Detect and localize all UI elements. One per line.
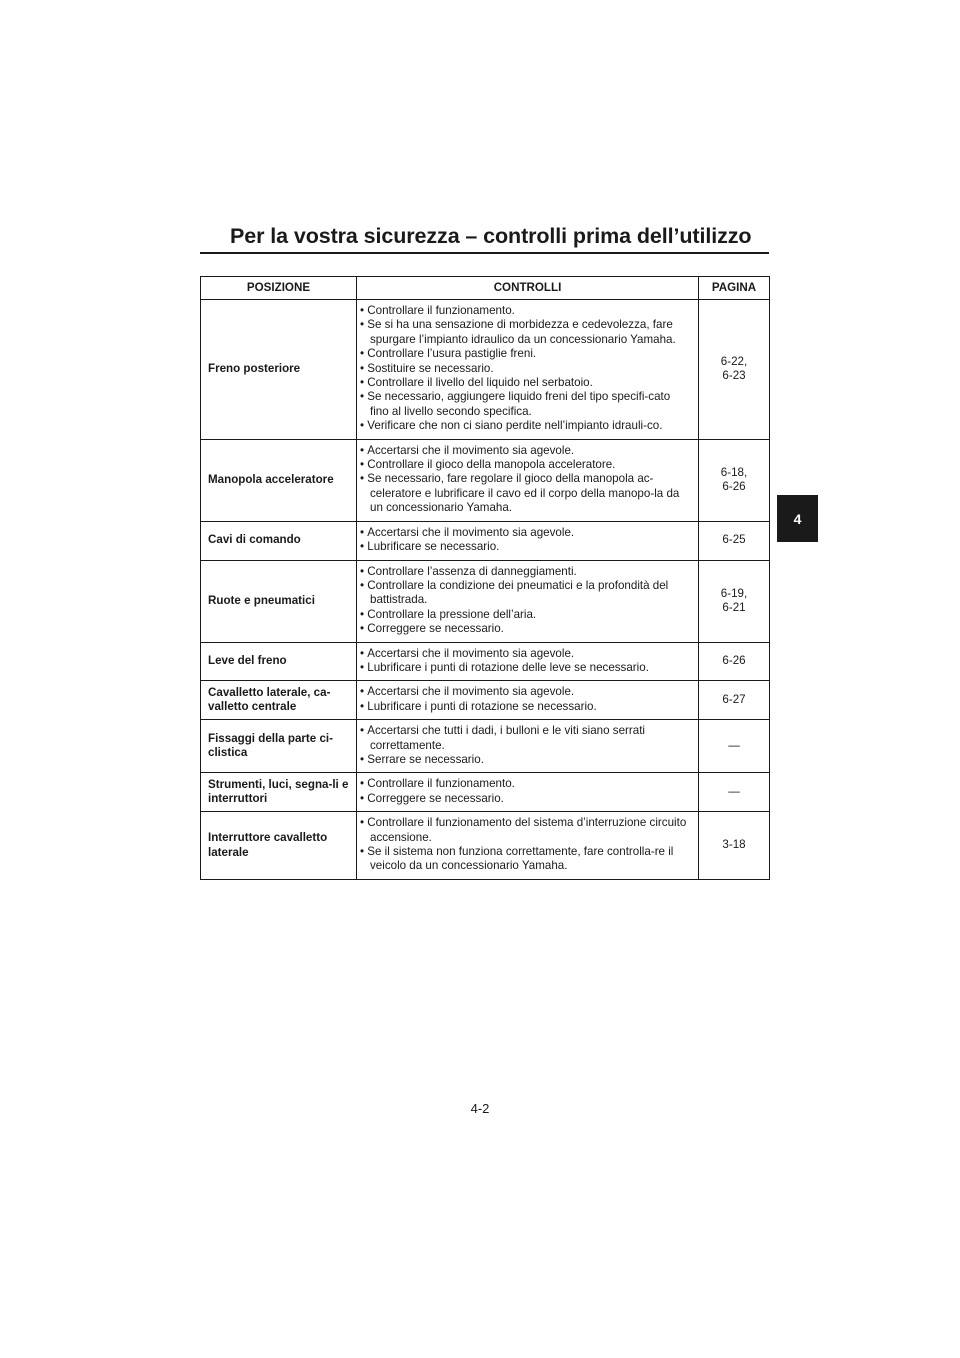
cell-checks (357, 300, 699, 440)
page-number: 4-2 (470, 1101, 490, 1116)
check-item: • Accertarsi che il movimento sia agevole. (360, 647, 692, 661)
table-row (201, 720, 770, 773)
check-item: • Controllare il funzionamento del sistema d’interruzione circuito accensione. (360, 816, 692, 845)
table-row (201, 560, 770, 642)
check-item: • Sostituire se necessario. (360, 362, 692, 376)
cell-checks (357, 439, 699, 521)
cell-page (699, 642, 770, 681)
cell-checks (357, 521, 699, 560)
table-row (201, 773, 770, 812)
column-header-checks: CONTROLLI (357, 277, 699, 300)
check-item: • Accertarsi che il movimento sia agevole. (360, 526, 692, 540)
table-row (201, 439, 770, 521)
page-reference: 6-25 (722, 533, 746, 547)
page-reference: 6-19, 6-21 (720, 586, 748, 615)
cell-position: Strumenti, luci, segna-li e interruttori (201, 773, 357, 812)
cell-page (699, 521, 770, 560)
cell-position: Fissaggi della parte ci-clistica (201, 720, 357, 773)
check-item: • Controllare il funzionamento. (360, 304, 692, 318)
check-item: • Se necessario, fare regolare il gioco della manopola ac-celeratore e lubrificare il cavo ed il corpo della manopo-la da un concessionario Yamaha. (360, 472, 692, 515)
table-row (201, 521, 770, 560)
check-item: • Controllare l’assenza di danneggiamenti. (360, 565, 692, 579)
check-item: • Correggere se necessario. (360, 622, 692, 636)
cell-position: Freno posteriore (201, 300, 357, 440)
checks-list (360, 816, 692, 874)
cell-checks (357, 560, 699, 642)
pre-ride-checks-table (200, 276, 770, 880)
cell-checks (357, 773, 699, 812)
check-item: • Lubrificare i punti di rotazione delle leve se necessario. (360, 661, 692, 675)
cell-position: Manopola acceleratore (201, 439, 357, 521)
page-reference: — (728, 739, 740, 753)
check-item: • Se il sistema non funziona correttamente, fare controlla-re il veicolo da un concessionario Yamaha. (360, 845, 692, 874)
cell-checks (357, 642, 699, 681)
checks-list (360, 526, 692, 555)
column-header-page: PAGINA (699, 277, 770, 300)
check-item: • Controllare la pressione dell’aria. (360, 608, 692, 622)
title-rule (200, 252, 769, 254)
table-row (201, 681, 770, 720)
cell-checks (357, 681, 699, 720)
cell-position: Ruote e pneumatici (201, 560, 357, 642)
cell-checks (357, 720, 699, 773)
column-header-position: POSIZIONE (201, 277, 357, 300)
page-reference: 6-18, 6-26 (720, 465, 748, 494)
check-item: • Controllare il livello del liquido nel serbatoio. (360, 376, 692, 390)
checks-list (360, 444, 692, 516)
page-title: Per la vostra sicurezza – controlli prima dell’utilizzo (230, 224, 752, 248)
check-item: • Accertarsi che il movimento sia agevole. (360, 685, 692, 699)
cell-page (699, 812, 770, 880)
page-reference: 6-26 (722, 654, 746, 668)
cell-page (699, 720, 770, 773)
check-item: • Controllare la condizione dei pneumatici e la profondità del battistrada. (360, 579, 692, 608)
page-reference: 3-18 (722, 838, 746, 852)
check-item: • Verificare che non ci siano perdite nell’impianto idrauli-co. (360, 419, 692, 433)
cell-position: Leve del freno (201, 642, 357, 681)
check-item: • Se necessario, aggiungere liquido freni del tipo specifi-cato fino al livello secondo specifica. (360, 390, 692, 419)
table-row (201, 812, 770, 880)
table-body (201, 300, 770, 880)
check-item: • Accertarsi che il movimento sia agevole. (360, 444, 692, 458)
table-row (201, 300, 770, 440)
checks-list (360, 685, 692, 714)
cell-checks (357, 812, 699, 880)
check-item: • Lubrificare se necessario. (360, 540, 692, 554)
page-reference: 6-22, 6-23 (720, 354, 748, 383)
cell-page (699, 681, 770, 720)
table-header-row (201, 277, 770, 300)
checks-list (360, 777, 692, 806)
check-item: • Lubrificare i punti di rotazione se necessario. (360, 700, 692, 714)
cell-page (699, 773, 770, 812)
checks-list (360, 647, 692, 676)
cell-page (699, 300, 770, 440)
page-reference: 6-27 (722, 693, 746, 707)
checks-list (360, 304, 692, 434)
cell-page (699, 439, 770, 521)
check-item: • Serrare se necessario. (360, 753, 692, 767)
cell-position: Cavalletto laterale, ca-valletto centrale (201, 681, 357, 720)
checks-list (360, 724, 692, 767)
check-item: • Accertarsi che tutti i dadi, i bulloni e le viti siano serrati correttamente. (360, 724, 692, 753)
check-item: • Controllare l’usura pastiglie freni. (360, 347, 692, 361)
cell-position: Cavi di comando (201, 521, 357, 560)
check-item: • Correggere se necessario. (360, 792, 692, 806)
check-item: • Controllare il gioco della manopola acceleratore. (360, 458, 692, 472)
table-row (201, 642, 770, 681)
cell-page (699, 560, 770, 642)
page-reference: — (728, 785, 740, 799)
check-item: • Controllare il funzionamento. (360, 777, 692, 791)
cell-position: Interruttore cavalletto laterale (201, 812, 357, 880)
check-item: • Se si ha una sensazione di morbidezza e cedevolezza, fare spurgare l’impianto idraulico da un concessionario Yamaha. (360, 318, 692, 347)
checks-list (360, 565, 692, 637)
chapter-tab: 4 (777, 495, 818, 542)
